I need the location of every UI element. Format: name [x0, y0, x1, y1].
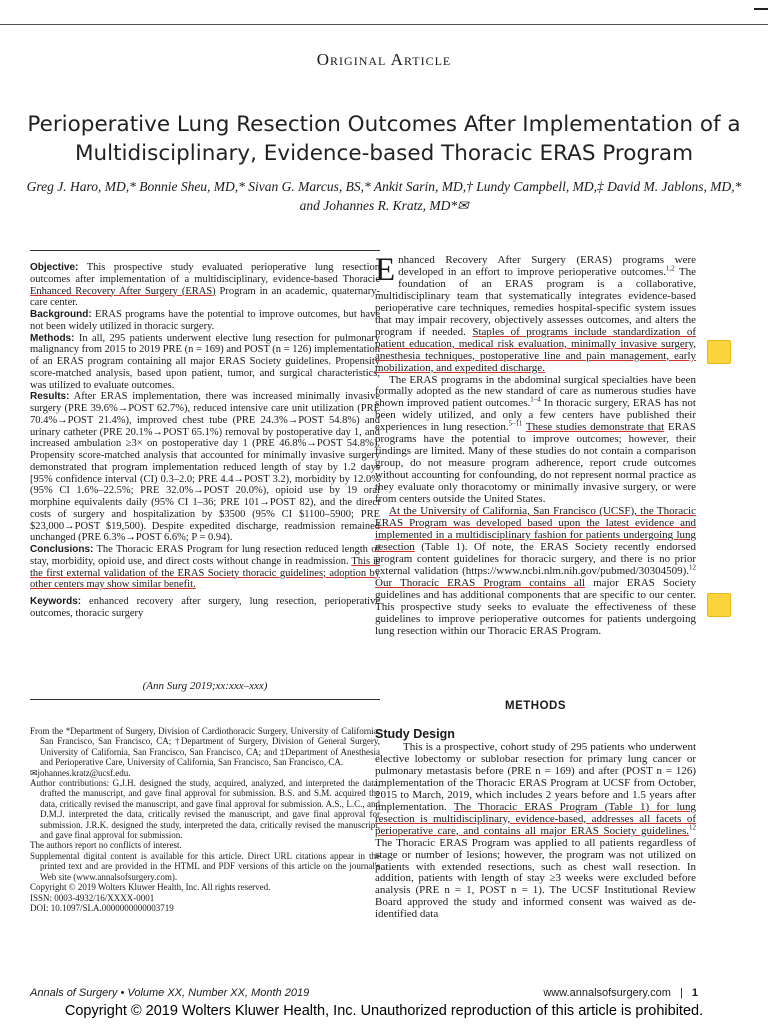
- intro-paragraph-1: Enhanced Recovery After Surgery (ERAS) programs were developed in an effort to improve perioperative outcomes.$^{1,2}$ The foundation of an ERAS program is a collaborative, multidisciplinary team that systematically integrates evidence-based perioperative care techniques, remedies hospital-specific system issues that may impair recovery, objectively assesses outcomes, and alters the program if needed. Staples of programs include standardization of patient education, medical risk evaluation, minimally invasive surgery, anesthesia techniques, postoperative line and pain management, early mobilization, and expedited discharge.: [375, 252, 696, 374]
- corner-mark: [754, 8, 768, 10]
- abstract-top-rule: [30, 250, 380, 251]
- abstract-background: Background: ERAS programs have the potential to improve outcomes, but have not been widely utilized in thoracic surgery.: [30, 309, 380, 332]
- abstract-objective: Objective: This prospective study evaluated perioperative lung resection outcomes after implementation of a multidisciplinary, evidence-based Thoracic Enhanced Recovery After Surgery (ERAS) Program in an academic, quaternary-care center.: [30, 262, 380, 309]
- article-title: Perioperative Lung Resection Outcomes After Implementation of a Multidisciplinary, Evidence-based Thoracic ERAS Program: [27, 112, 741, 166]
- doi-line: DOI: 10.1097/SLA.0000000000003719: [30, 902, 174, 913]
- introduction: [375, 252, 696, 638]
- highlight-annotation[interactable]: Enhanced Recovery After Surgery (ERAS): [30, 285, 216, 297]
- abstract-conclusions: Conclusions: The Thoracic ERAS Program for lung resection reduced length of stay, morbidity, opioid use, and direct costs without change in readmission. This is the first external validation of the ERAS Society thoracic guidelines; adoption by other centers may show similar benefit.: [30, 544, 380, 591]
- supplemental-note: Supplemental digital content is available for this article. Direct URL citations appear in the printed text and are provided in the HTML and PDF versions of this article on the journal's Web site (www.annalsofsurgery.com).: [30, 850, 380, 882]
- drop-cap: E: [375, 252, 396, 288]
- abstract-methods: Methods: In all, 295 patients underwent elective lung resection for pulmonary malignancy from 2015 to 2019 PRE (n = 169) and POST (n = 126) implementation of an ERAS program containing all major ERAS Society guidelines. Propensity score-matched analysis, based upon patient, tumor, and surgical characteristics, was utilized to evaluate outcomes.: [30, 332, 380, 391]
- footer-separator: |: [679, 987, 683, 999]
- section-label: Original Article: [316, 50, 452, 69]
- highlight-annotation[interactable]: This is the first external validation of the ERAS Society thoracic guidelines; adoption by other centers may show similar benefit.: [30, 555, 380, 591]
- issn-line: ISSN: 0003-4932/16/XXXX-0001: [30, 892, 155, 903]
- page-number: 1: [691, 987, 698, 999]
- intro-paragraph-3: At the University of California, San Francisco (UCSF), the Thoracic ERAS Program was developed based upon the latest evidence and implemented in a multidisciplinary fashion for patients undergoing lung resection (Table 1). Of note, the ERAS Society recently endorsed program content guidelines for thoracic surgery, and there is no prior external validation (https://www.ncbi.nlm.nih.gov/pubmed/30304509).$^{12}$ Our Thoracic ERAS Program contains all major ERAS Society guidelines and has additional components that are specific to our center. This prospective study seeks to evaluate the effectiveness of these guidelines to improve perioperative outcomes for patients undergoing lung resection within our Thoracic ERAS Program.: [375, 505, 696, 637]
- journal-footer: Annals of Surgery • Volume XX, Number XX, Month 2019: [30, 987, 310, 999]
- abstract-results: Results: After ERAS implementation, there was increased minimally invasive surgery (PRE 39.6%→POST 62.7%), reduced intensive care unit utilization (PRE 70.4%→POST 21.4%), improved chest tube (PRE 24.3%→POST 54.8%) and urinary catheter (PRE 20.1%→POST 65.1%) removal by postoperative day 1, and increased ambulation ≥3× on postoperative day 1 (PRE 46.8%→POST 54.8%). Propensity score-matched analysis that accounted for minimally invasive surgery demonstrated that program implementation reduced length of stay by 1.2 days [95% confidence interval (CI) 0.3–2.0; PRE 4.4→POST 3.2), morbidity by 12.0% (95% CI 1.6%–22.5%; PRE 32.0%→POST 20.0%), opioid use by 19 oral morphine equivalents daily (95% CI 1–36; PRE 101→POST 82), and the direct costs of surgery and hospitalization by $3500 (95% CI $1100–5900; PRE $23,000→POST $19,500). Despite expedited discharge, readmission remained unchanged (PRE 6.3%→POST 6.6%; P = 0.94).: [30, 391, 380, 544]
- study-design-text: [375, 742, 696, 921]
- methods-paragraph: This is a prospective, cohort study of 295 patients who underwent elective lobectomy or sublobar resection for primary lung cancer or pulmonary metastasis before (PRE n = 169) and after (POST n = 126) implementation of the Thoracic ERAS Program at UCSF from October, 2015 to March, 2019, which includes 2 years before and 1.5 years after implementation. The Thoracic ERAS Program (Table 1) for lung resection is multidisciplinary, evidence-based, addresses all facets of perioperative care, and contains all major ERAS Society guidelines.$^{12}$ The Thoracic ERAS Program was applied to all patients regardless of stage or number of lesions; however, the program was not utilized on patients with extended resections, such as chest wall resection. In addition, patients with length of stay ≥3 weeks were excluded before analysis (PRE n = 1, POST n = 1). The UCSF Institutional Review Board approved the study and informed consent was waived as de-identified data: [375, 741, 697, 921]
- header-rule: [0, 24, 768, 25]
- sticky-note-icon[interactable]: [707, 593, 731, 617]
- highlight-annotation[interactable]: The Thoracic ERAS Program (Table 1) for lung resection is multidisciplinary, evidence-based, addresses all facets of perioperative care, and contains all major ERAS Society guidelines.: [375, 800, 697, 837]
- page-footer: [480, 987, 698, 999]
- abstract: [30, 262, 380, 620]
- corresponding-email: ✉johannes.kratz@ucsf.edu.: [30, 767, 131, 778]
- highlight-annotation[interactable]: At the University of California, San Francisco (UCSF), the Thoracic ERAS Program was developed based upon the latest evidence and implemented in a multidisciplinary fashion for patients undergoing lung resection: [375, 505, 696, 553]
- study-design-heading: Study Design: [375, 727, 455, 741]
- copyright-banner: Copyright © 2019 Wolters Kluwer Health, Inc. Unauthorized reproduction of this article is prohibited.: [64, 1003, 704, 1019]
- methods-heading: METHODS: [505, 700, 566, 712]
- conflicts-statement: The authors report no conflicts of interest.: [30, 840, 182, 851]
- sticky-note-icon[interactable]: [707, 340, 731, 364]
- abstract-citation: (Ann Surg 2019;xx:xxx–xxx): [142, 680, 268, 692]
- abstract-keywords: Keywords: enhanced recovery after surgery, lung resection, perioperative outcomes, thoracic surgery: [30, 596, 380, 619]
- author-contributions: Author contributions: G.J.H. designed the study, acquired, analyzed, and interpreted the data, drafted the manuscript, and gave final approval for submission. B.S. and S.M. acquired the data, critically revised the manuscript, and gave final approval for submission. A.S., L.C., and D.M.J. interpreted the data, critically revised the manuscript, and gave final approval for submission. J.R.K. designed the study, interpreted the data, critically revised the manuscript, and gave final approval for submission.: [30, 778, 380, 841]
- abstract-bottom-rule: [30, 699, 380, 700]
- highlight-annotation[interactable]: These studies demonstrate that: [525, 421, 665, 434]
- copyright-line: Copyright © 2019 Wolters Kluwer Health, Inc. All rights reserved.: [30, 882, 271, 893]
- affiliations: [30, 726, 380, 913]
- author-list: Greg J. Haro, MD,* Bonnie Sheu, MD,* Sivan G. Marcus, BS,* Ankit Sarin, MD,† Lundy Campbell, MD,‡ David M. Jablons, MD,* and Johannes R. Kratz, MD*✉: [26, 179, 742, 213]
- affiliation-line: From the *Department of Surgery, Division of Cardiothoracic Surgery, University of California, San Francisco, San Francisco, CA; †Department of Surgery, Division of General Surgery, University of California, San Francisco, San Francisco, CA; and ‡Department of Anesthesia and Perioperative Care, University of California, San Francisco, San Francisco, CA.: [30, 726, 380, 768]
- journal-website: www.annalsofsurgery.com: [543, 987, 671, 999]
- highlight-annotation[interactable]: Our Thoracic ERAS Program contains all: [375, 576, 585, 589]
- highlight-annotation[interactable]: Staples of programs include standardization of patient education, medical risk evaluation, minimally invasive surgery, anesthesia techniques, postoperative line and pain management, early mobilization, and expedited discharge.: [375, 325, 696, 374]
- intro-paragraph-2: The ERAS programs in the abdominal surgical specialties have been formally adopted as the new standard of care as numerous studies have shown improved patient outcomes.$^{1-4}$ In thoracic surgery, ERAS has not been widely utilized, and only a few centers have published their experiences in lung resection.$^{5-11}$ These studies demonstrate that ERAS programs have the potential to improve outcomes; however, their findings are limited. Many of these studies do not contain a comparison group, do not measure program adherence, report crude outcomes without accounting for confounding, do not represent normal practice as they evaluate only thoracotomy or minimally invasive surgery, or were from centers outside the United States.: [375, 373, 696, 506]
